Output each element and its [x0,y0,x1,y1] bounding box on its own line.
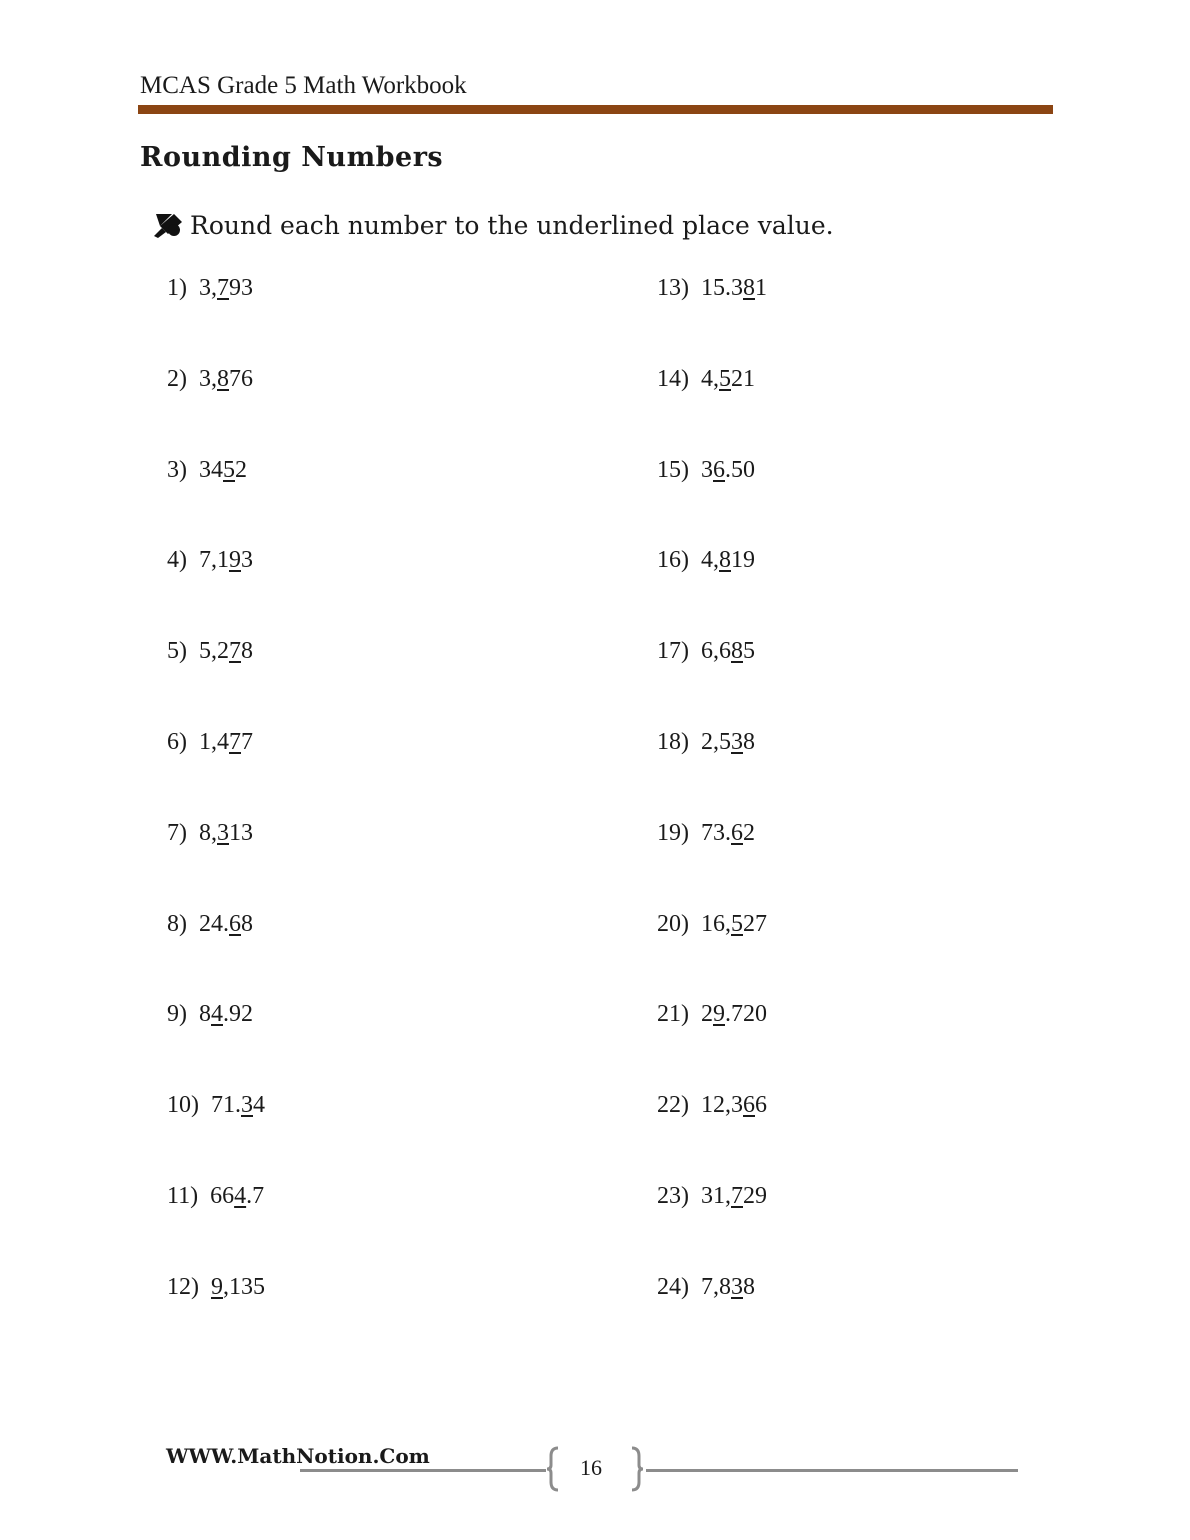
digits-before: 71. [211,1092,241,1119]
problem-value [701,1274,755,1301]
problem-number: 10) [167,1092,199,1119]
problem-item [657,1092,767,1119]
problem-value [701,729,755,756]
problem-item [167,820,253,847]
problem-number: 1) [167,275,187,301]
underlined-digit: 8 [731,638,743,665]
underlined-digit: 3 [731,1273,743,1300]
underlined-digit: 6 [743,1092,755,1119]
pencil-icon [152,210,188,240]
problem-value [199,638,253,665]
digits-after: 6 [755,1092,767,1119]
underlined-digit: 5 [719,365,731,392]
problem-number: 24) [657,1273,689,1300]
problem-number: 12) [167,1273,199,1300]
problem-value [199,457,247,484]
problem-number: 15) [657,456,689,483]
underlined-digit: 6 [713,456,725,483]
right-brace-icon [630,1446,644,1492]
page-number: 16 [580,1455,602,1480]
problem-value [199,366,253,393]
footer-rule-left [300,1469,546,1472]
problem-number: 16) [657,547,689,574]
problem-item [167,1001,253,1028]
workbook-title: MCAS Grade 5 Math Workbook [140,72,467,99]
digits-after: 8 [241,910,253,937]
digits-before: 34 [199,456,223,483]
problem-item [657,911,767,938]
underlined-digit: 8 [217,365,229,392]
digits-after: 13 [229,819,253,846]
problem-value [701,638,755,665]
problem-value [701,1001,767,1028]
digits-before: 5,2 [199,638,229,665]
problem-number: 2) [167,365,187,392]
problem-value [199,911,253,938]
digits-before: 8, [199,819,217,846]
digits-before: 4, [701,547,719,574]
problem-item [657,457,755,484]
problem-number: 3) [167,456,187,483]
problem-item [167,638,253,665]
digits-before: 3, [199,275,217,301]
problem-value [701,820,755,847]
digits-before: 3 [701,456,713,483]
digits-after: 2 [743,819,755,846]
problem-item [657,547,755,574]
problem-item [167,366,253,393]
digits-before: 66 [210,1183,235,1209]
problem-value [211,1274,265,1301]
digits-before: 2,5 [701,729,731,755]
problem-number: 17) [657,638,689,665]
digits-after: 2 [235,456,247,483]
problem-value [701,911,767,938]
digits-after: .720 [725,1001,767,1028]
underlined-digit: 9 [713,1001,725,1028]
problem-number: 6) [167,729,187,755]
problem-item [167,457,247,484]
underlined-digit: 7 [229,729,241,755]
problem-value [701,547,755,574]
digits-after: 4 [253,1092,265,1119]
underlined-digit: 9 [229,547,241,574]
digits-before: 6,6 [701,638,731,665]
problem-number: 11) [167,1183,199,1209]
problem-number: 9) [167,1001,187,1028]
problem-value [210,1183,264,1210]
problem-item [167,729,253,756]
problem-number: 7) [167,819,187,846]
digits-before: 7,1 [199,547,229,574]
problem-value [701,1092,767,1119]
problem-item [167,1183,264,1210]
instruction [152,210,834,240]
problem-item [167,1092,265,1119]
problem-value [199,729,253,756]
underlined-digit: 8 [719,547,731,574]
footer-rule-right [646,1469,1018,1472]
problem-number: 4) [167,547,187,574]
problem-item [657,1183,767,1210]
problem-value [199,547,253,574]
left-brace-icon [546,1446,560,1492]
problem-item [167,547,253,574]
problem-item [657,638,755,665]
digits-after: 8 [743,729,755,755]
underlined-digit: 7 [731,1183,743,1209]
underlined-digit: 7 [229,638,241,665]
digits-after: 1 [755,275,767,301]
problem-value [199,275,253,302]
digits-after: 93 [229,275,253,301]
digits-after: ,135 [223,1273,265,1300]
problem-number: 19) [657,819,689,846]
digits-before: 15.3 [701,275,743,301]
digits-before: 4, [701,365,719,392]
instruction-text: Round each number to the underlined place value. [190,210,834,240]
problem-number: 8) [167,910,187,937]
underlined-digit: 6 [229,910,241,937]
underlined-digit: 7 [217,275,229,301]
digits-before: 1,4 [199,729,229,755]
digits-before: 12,3 [701,1092,743,1119]
problem-number: 22) [657,1092,689,1119]
problem-item [167,911,253,938]
digits-after: 5 [743,638,755,665]
underlined-digit: 5 [223,456,235,483]
problem-number: 18) [657,729,689,755]
underlined-digit: 4 [234,1183,247,1209]
problem-value [199,820,253,847]
digits-after: 8 [743,1273,755,1300]
underlined-digit: 5 [731,910,743,937]
digits-after: .7 [246,1183,265,1209]
problem-value [199,1001,253,1028]
digits-after: 19 [731,547,755,574]
header-rule [138,105,1053,114]
problem-number: 21) [657,1001,689,1028]
digits-before: 8 [199,1001,211,1028]
digits-before: 31, [701,1183,731,1209]
digits-before: 24. [199,910,229,937]
problem-number: 23) [657,1183,689,1209]
digits-before: 2 [701,1001,713,1028]
digits-after: 3 [241,547,253,574]
underlined-digit: 6 [731,819,743,846]
digits-after: .92 [223,1001,253,1028]
problem-value [701,275,767,302]
problem-number: 20) [657,910,689,937]
digits-after: .50 [725,456,755,483]
underlined-digit: 3 [217,819,229,846]
digits-after: 76 [229,365,253,392]
problem-number: 5) [167,638,187,665]
footer-website: WWW.MathNotion.Com [166,1444,430,1468]
underlined-digit: 3 [241,1092,253,1119]
underlined-digit: 8 [743,275,755,301]
problem-value [701,366,755,393]
digits-before: 3, [199,365,217,392]
digits-after: 21 [731,365,755,392]
problem-item [657,729,755,756]
problem-item [167,275,253,302]
underlined-digit: 9 [211,1273,223,1300]
underlined-digit: 3 [731,729,743,755]
problem-number: 14) [657,365,689,392]
digits-after: 8 [241,638,253,665]
problem-value [701,1183,767,1210]
problem-item [167,1274,265,1301]
problem-number: 13) [657,275,689,301]
problem-item [657,1274,755,1301]
problem-value [701,457,755,484]
problem-item [657,1001,767,1028]
digits-after: 29 [743,1183,767,1209]
problem-value [211,1092,265,1119]
page-title: Rounding Numbers [140,142,444,173]
problem-item [657,366,755,393]
problem-item [657,275,767,302]
underlined-digit: 4 [211,1001,223,1028]
problem-item [657,820,755,847]
digits-after: 27 [743,910,767,937]
digits-before: 16, [701,910,731,937]
digits-before: 73. [701,819,731,846]
digits-after: 7 [241,729,253,755]
digits-before: 7,8 [701,1273,731,1300]
